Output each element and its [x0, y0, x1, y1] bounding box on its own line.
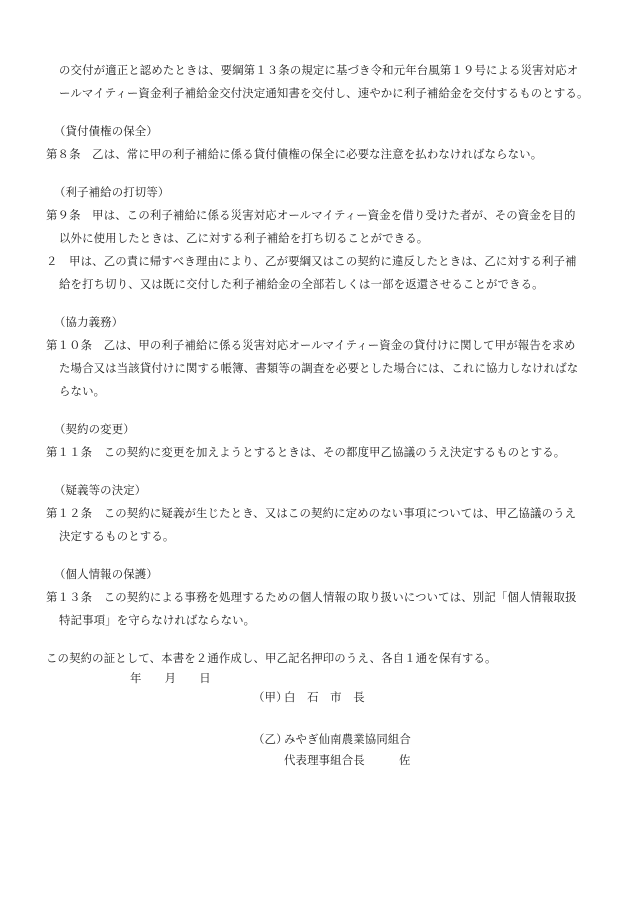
article-text: 第１１条 この契約に変更を加えようとするときは、その都度甲乙協議のうえ決定するものとする。 — [46, 445, 566, 459]
section-heading: （利子補給の打切等） — [54, 185, 170, 199]
party-otsu-signer: 佐 — [399, 753, 411, 767]
closing-statement: この契約の証として、本書を２通作成し、甲乙記名押印のうえ、各自１通を保有する。 — [46, 651, 497, 665]
article-text: 第１３条 この契約による事務を処理するための個人情報の取り扱いについては、別記「個人情報取扱 — [46, 590, 577, 604]
section-heading: （貸付債権の保全） — [54, 124, 158, 138]
article-text: 給を打ち切り、又は既に交付した利子補給金の全部若しくは一部を返還させることができる。 — [59, 277, 544, 291]
article-text: 決定するものとする。 — [59, 529, 175, 543]
body-text-line: の交付が適正と認めたときは、要綱第１３条の規定に基づき令和元年台風第１９号による災害対応オ — [59, 63, 579, 77]
section-heading: （個人情報の保護） — [54, 567, 158, 581]
section-heading: （協力義務） — [54, 315, 124, 329]
section-heading: （疑義等の決定） — [54, 483, 147, 497]
article-text: らない。 — [59, 384, 106, 398]
article-text: た場合又は当該貸付けに関する帳簿、書類等の調査を必要とした場合には、これに協力しなければな — [59, 361, 579, 375]
article-text: ２ 甲は、乙の責に帰すべき理由により、乙が要綱又はこの契約に違反したときは、乙に対する利子補 — [46, 254, 577, 268]
article-text: 第８条 乙は、常に甲の利子補給に係る貸付債権の保全に必要な注意を払わなければならない。 — [46, 147, 543, 161]
article-text: 第１０条 乙は、甲の利子補給に係る災害対応オールマイティー資金の貸付けに関して甲が報告を求め — [46, 338, 576, 352]
article-text: 特記事項」を守らなければならない。 — [59, 613, 256, 627]
contract-date: 年 月 日 — [130, 671, 211, 685]
party-otsu-label: （乙） — [253, 732, 288, 746]
party-otsu-name: みやぎ仙南農業協同組合 — [284, 732, 411, 746]
party-ko-name: 白 石 市 長 — [284, 690, 365, 704]
article-text: 以外に使用したときは、乙に対する利子補給を打ち切ることができる。 — [59, 231, 429, 245]
article-text: 第９条 甲は、この利子補給に係る災害対応オールマイティー資金を借り受けた者が、その資金を目的 — [46, 208, 576, 222]
body-text-line: ールマイティー資金利子補給金交付決定通知書を交付し、速やかに利子補給金を交付するものとする。 — [59, 86, 589, 100]
article-text: 第１２条 この契約に疑義が生じたとき、又はこの契約に定めのない事項については、甲乙協議のうえ — [46, 506, 577, 520]
party-otsu-title: 代表理事組合長 — [284, 753, 365, 767]
party-ko-label: （甲） — [253, 690, 288, 704]
section-heading: （契約の変更） — [54, 422, 135, 436]
